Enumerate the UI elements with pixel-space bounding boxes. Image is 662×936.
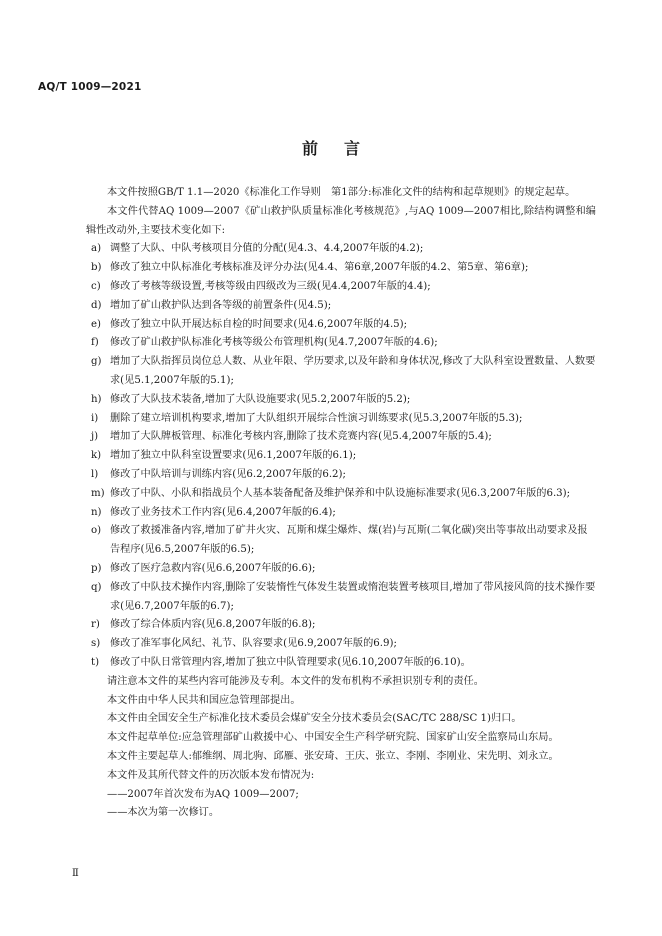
list-item xyxy=(86,654,596,673)
list-item-text: 修改了中队、小队和指战员个人基本装备配备及维护保养和中队设施标准要求(见6.3,2007年版的6.3); xyxy=(110,487,571,499)
drafting-organizations: 本文件起草单位:应急管理部矿山救援中心、中国安全生产科学研究院、国家矿山安全监察局山东局。 xyxy=(107,732,559,744)
list-item xyxy=(86,353,596,391)
list-marker: e) xyxy=(91,318,102,330)
list-item xyxy=(86,278,596,297)
list-item xyxy=(86,316,596,335)
history-item: ——本次为第一次修订。 xyxy=(107,807,220,819)
list-marker: o) xyxy=(91,525,102,537)
list-item-text: 修改了中队日常管理内容,增加了独立中队管理要求(见6.10,2007年版的6.10)。 xyxy=(110,656,471,668)
list-item-text: 调整了大队、中队考核项目分值的分配(见4.3、4.4,2007年版的4.2); xyxy=(110,243,424,255)
list-item xyxy=(86,616,596,635)
changes-list xyxy=(86,240,596,672)
list-item-text: 修改了中队培训与训练内容(见6.2,2007年版的6.2); xyxy=(110,468,346,480)
document-body xyxy=(86,184,596,823)
intro-paragraph: 本文件代替AQ 1009—2007《矿山救护队质量标准化考核规范》,与AQ 1009—2007相比,除结构调整和编辑性改动外,主要技术变化如下: xyxy=(86,205,596,236)
page-title: 前言 xyxy=(301,139,386,158)
list-item xyxy=(86,466,596,485)
list-item xyxy=(86,560,596,579)
list-item-text: 修改了矿山救护队标准化考核等级公布管理机构(见4.7,2007年版的4.6); xyxy=(110,337,438,349)
list-item xyxy=(86,485,596,504)
list-marker: h) xyxy=(91,393,102,405)
list-marker: q) xyxy=(91,581,102,593)
list-item-text: 增加了大队指挥员岗位总人数、从业年限、学历要求,以及年龄和身体状况,修改了大队科室设置数量、人数要求(见5.1,2007年版的5.1); xyxy=(110,356,596,386)
list-marker: m) xyxy=(91,487,105,499)
list-item xyxy=(86,410,596,429)
list-marker: c) xyxy=(91,280,101,292)
list-item-text: 修改了准军事化风纪、礼节、队容要求(见6.9,2007年版的6.9); xyxy=(110,638,397,650)
list-item-text: 删除了建立培训机构要求,增加了大队组织开展综合性演习训练要求(见5.3,2007年版的5.3); xyxy=(110,412,523,424)
list-marker: l) xyxy=(91,468,99,480)
list-item xyxy=(86,428,596,447)
list-item-text: 修改了业务技术工作内容(见6.4,2007年版的6.4); xyxy=(110,506,336,518)
list-marker: r) xyxy=(91,619,100,631)
list-item-text: 修改了独立中队开展达标自检的时间要求(见4.6,2007年版的4.5); xyxy=(110,318,408,330)
intro-paragraph: 本文件按照GB/T 1.1—2020《标准化工作导则 第1部分:标准化文件的结构和起草规则》的规定起草。 xyxy=(107,187,576,198)
list-marker: g) xyxy=(91,356,102,368)
list-item xyxy=(86,579,596,617)
list-item xyxy=(86,391,596,410)
proposer-statement: 本文件由中华人民共和国应急管理部提出。 xyxy=(107,694,301,706)
list-marker: n) xyxy=(91,506,102,518)
list-item xyxy=(86,504,596,523)
list-marker: a) xyxy=(91,243,102,255)
list-marker: b) xyxy=(91,262,102,274)
list-marker: s) xyxy=(91,638,101,650)
page-number: Ⅱ xyxy=(72,868,79,879)
list-marker: k) xyxy=(91,450,102,462)
list-marker: p) xyxy=(91,562,102,574)
list-marker: t) xyxy=(91,656,100,668)
drafters: 本文件主要起草人:郁维纲、周北驹、邱雁、张安琦、王庆、张立、李刚、李刚业、宋先明、刘永立。 xyxy=(107,750,559,762)
list-item-text: 修改了中队技术操作内容,删除了安装惰性气体发生装置或惰泡装置考核项目,增加了带风接风筒的技术操作要求(见6.7,2007年版的6.7); xyxy=(110,581,596,612)
list-marker: j) xyxy=(91,431,99,443)
list-item-text: 修改了综合体质内容(见6.8,2007年版的6.8); xyxy=(110,619,316,631)
history-item: ——2007年首次发布为AQ 1009—2007; xyxy=(107,788,299,800)
history-intro: 本文件及其所代替文件的历次版本发布情况为: xyxy=(107,769,315,781)
committee-statement: 本文件由全国安全生产标准化技术委员会煤矿安全分技术委员会(SAC/TC 288/SC 1)归口。 xyxy=(107,713,522,725)
list-item xyxy=(86,635,596,654)
list-item xyxy=(86,259,596,278)
list-item xyxy=(86,334,596,353)
list-item-text: 修改了独立中队标准化考核标准及评分办法(见4.4、第6章,2007年版的4.2、第5章、第6章); xyxy=(110,262,529,274)
list-item-text: 修改了考核等级设置,考核等级由四级改为三级(见4.4,2007年版的4.4); xyxy=(110,280,431,292)
list-item xyxy=(86,240,596,259)
list-item-text: 修改了大队技术装备,增加了大队设施要求(见5.2,2007年版的5.2); xyxy=(110,393,411,405)
list-marker: f) xyxy=(91,337,99,349)
list-item-text: 增加了独立中队科室设置要求(见6.1,2007年版的6.1); xyxy=(110,450,357,462)
list-marker: i) xyxy=(91,412,99,424)
list-item-text: 增加了矿山救护队达到各等级的前置条件(见4.5); xyxy=(110,299,332,311)
list-item-text: 增加了大队牌板管理、标准化考核内容,删除了技术竞赛内容(见5.4,2007年版的5.4); xyxy=(110,431,492,443)
list-marker: d) xyxy=(91,299,102,311)
document-code: AQ/T 1009—2021 xyxy=(38,81,142,93)
list-item xyxy=(86,447,596,466)
list-item xyxy=(86,297,596,316)
patent-notice: 请注意本文件的某些内容可能涉及专利。本文件的发布机构不承担识别专利的责任。 xyxy=(107,675,484,687)
list-item-text: 修改了救援准备内容,增加了矿井火灾、瓦斯和煤尘爆炸、煤(岩)与瓦斯(二氧化碳)突出等事故出动要求及报告程序(见6.5,2007年版的6.5); xyxy=(110,525,588,556)
list-item xyxy=(86,522,596,560)
list-item-text: 修改了医疗急救内容(见6.6,2007年版的6.6); xyxy=(110,562,316,574)
